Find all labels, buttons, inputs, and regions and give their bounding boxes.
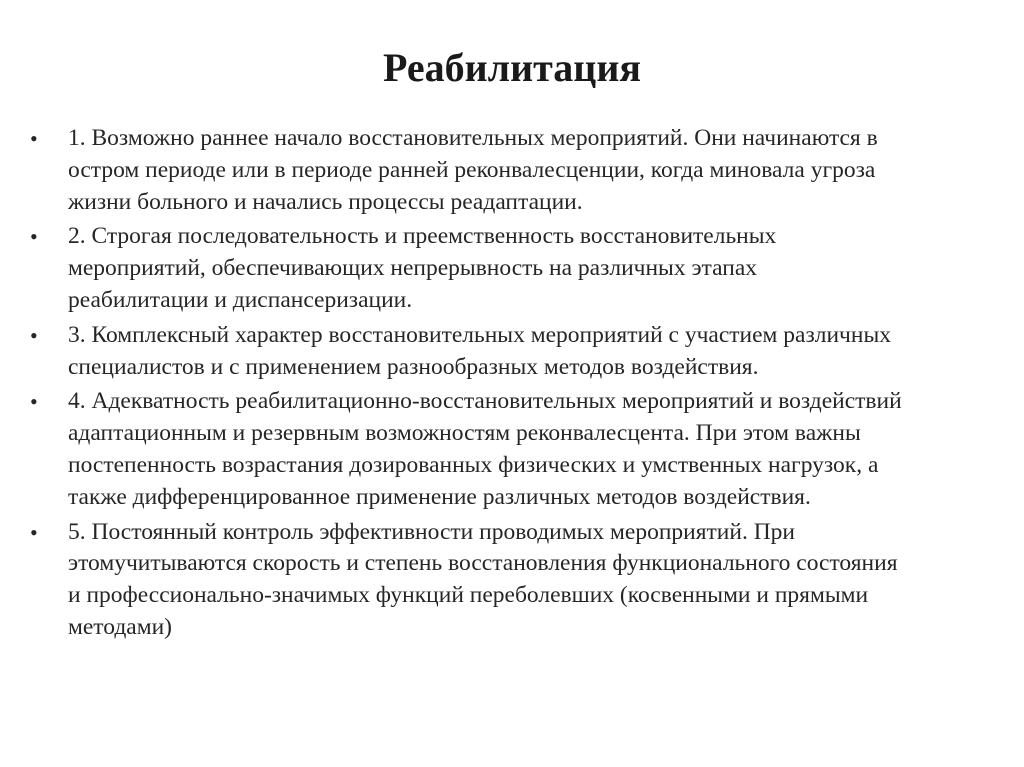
list-item: [30, 123, 1000, 218]
list-item: [30, 386, 1000, 513]
list-item: [30, 517, 1000, 644]
list-item-text-line: постепенность возрастания дозированных физических и умственных нагрузок, а: [68, 451, 879, 478]
list-item-text-line: остром периоде или в периоде ранней реконвалесценции, когда миновала угроза: [68, 156, 876, 183]
list-item-text-line: мероприятий, обеспечивающих непрерывность на различных этапах: [68, 255, 757, 282]
list-item-text-line: этомучитываются скорость и степень восстановления функционального состояния: [68, 550, 898, 577]
list-item-text-line: специалистов и с применением разнообразных методов воздействия.: [68, 353, 759, 380]
list-item-text-line: реабилитации и диспансеризации.: [68, 286, 413, 313]
bullet-icon: •: [30, 224, 38, 250]
list-item-text-line: и профессионально-значимых функций переболевших (косвенными и прямыми: [68, 582, 869, 609]
list-item-text-line: также дифференцированное применение различных методов воздействия.: [68, 483, 811, 510]
list-item-text-line: адаптационным и резервным возможностям реконвалесцента. При этом важны: [68, 420, 861, 447]
bullet-icon: •: [30, 322, 38, 348]
list-item-text-line: жизни больного и начались процессы реадаптации.: [68, 188, 583, 215]
list-item-text-line: 1. Возможно раннее начало восстановительных мероприятий. Они начинаются в: [68, 125, 878, 151]
list-item-text-line: методами): [68, 613, 172, 640]
list-item-text-line: 4. Адекватность реабилитационно-восстановительных мероприятий и воздействий: [68, 388, 902, 415]
bullet-icon: •: [30, 126, 38, 151]
bullet-icon: •: [30, 519, 38, 545]
list-item-text-line: 3. Комплексный характер восстановительных мероприятий с участием различных: [68, 321, 891, 348]
slide-title: Реабилитация: [382, 45, 642, 90]
list-item-text-line: 2. Строгая последовательность и преемственность восстановительных: [68, 223, 777, 250]
list-item-text-line: 5. Постоянный контроль эффективности проводимых мероприятий. При: [68, 518, 796, 545]
list-item: [30, 221, 1000, 316]
bullet-icon: •: [30, 389, 38, 415]
bullet-list: [30, 123, 1000, 647]
list-item: [30, 320, 1000, 384]
